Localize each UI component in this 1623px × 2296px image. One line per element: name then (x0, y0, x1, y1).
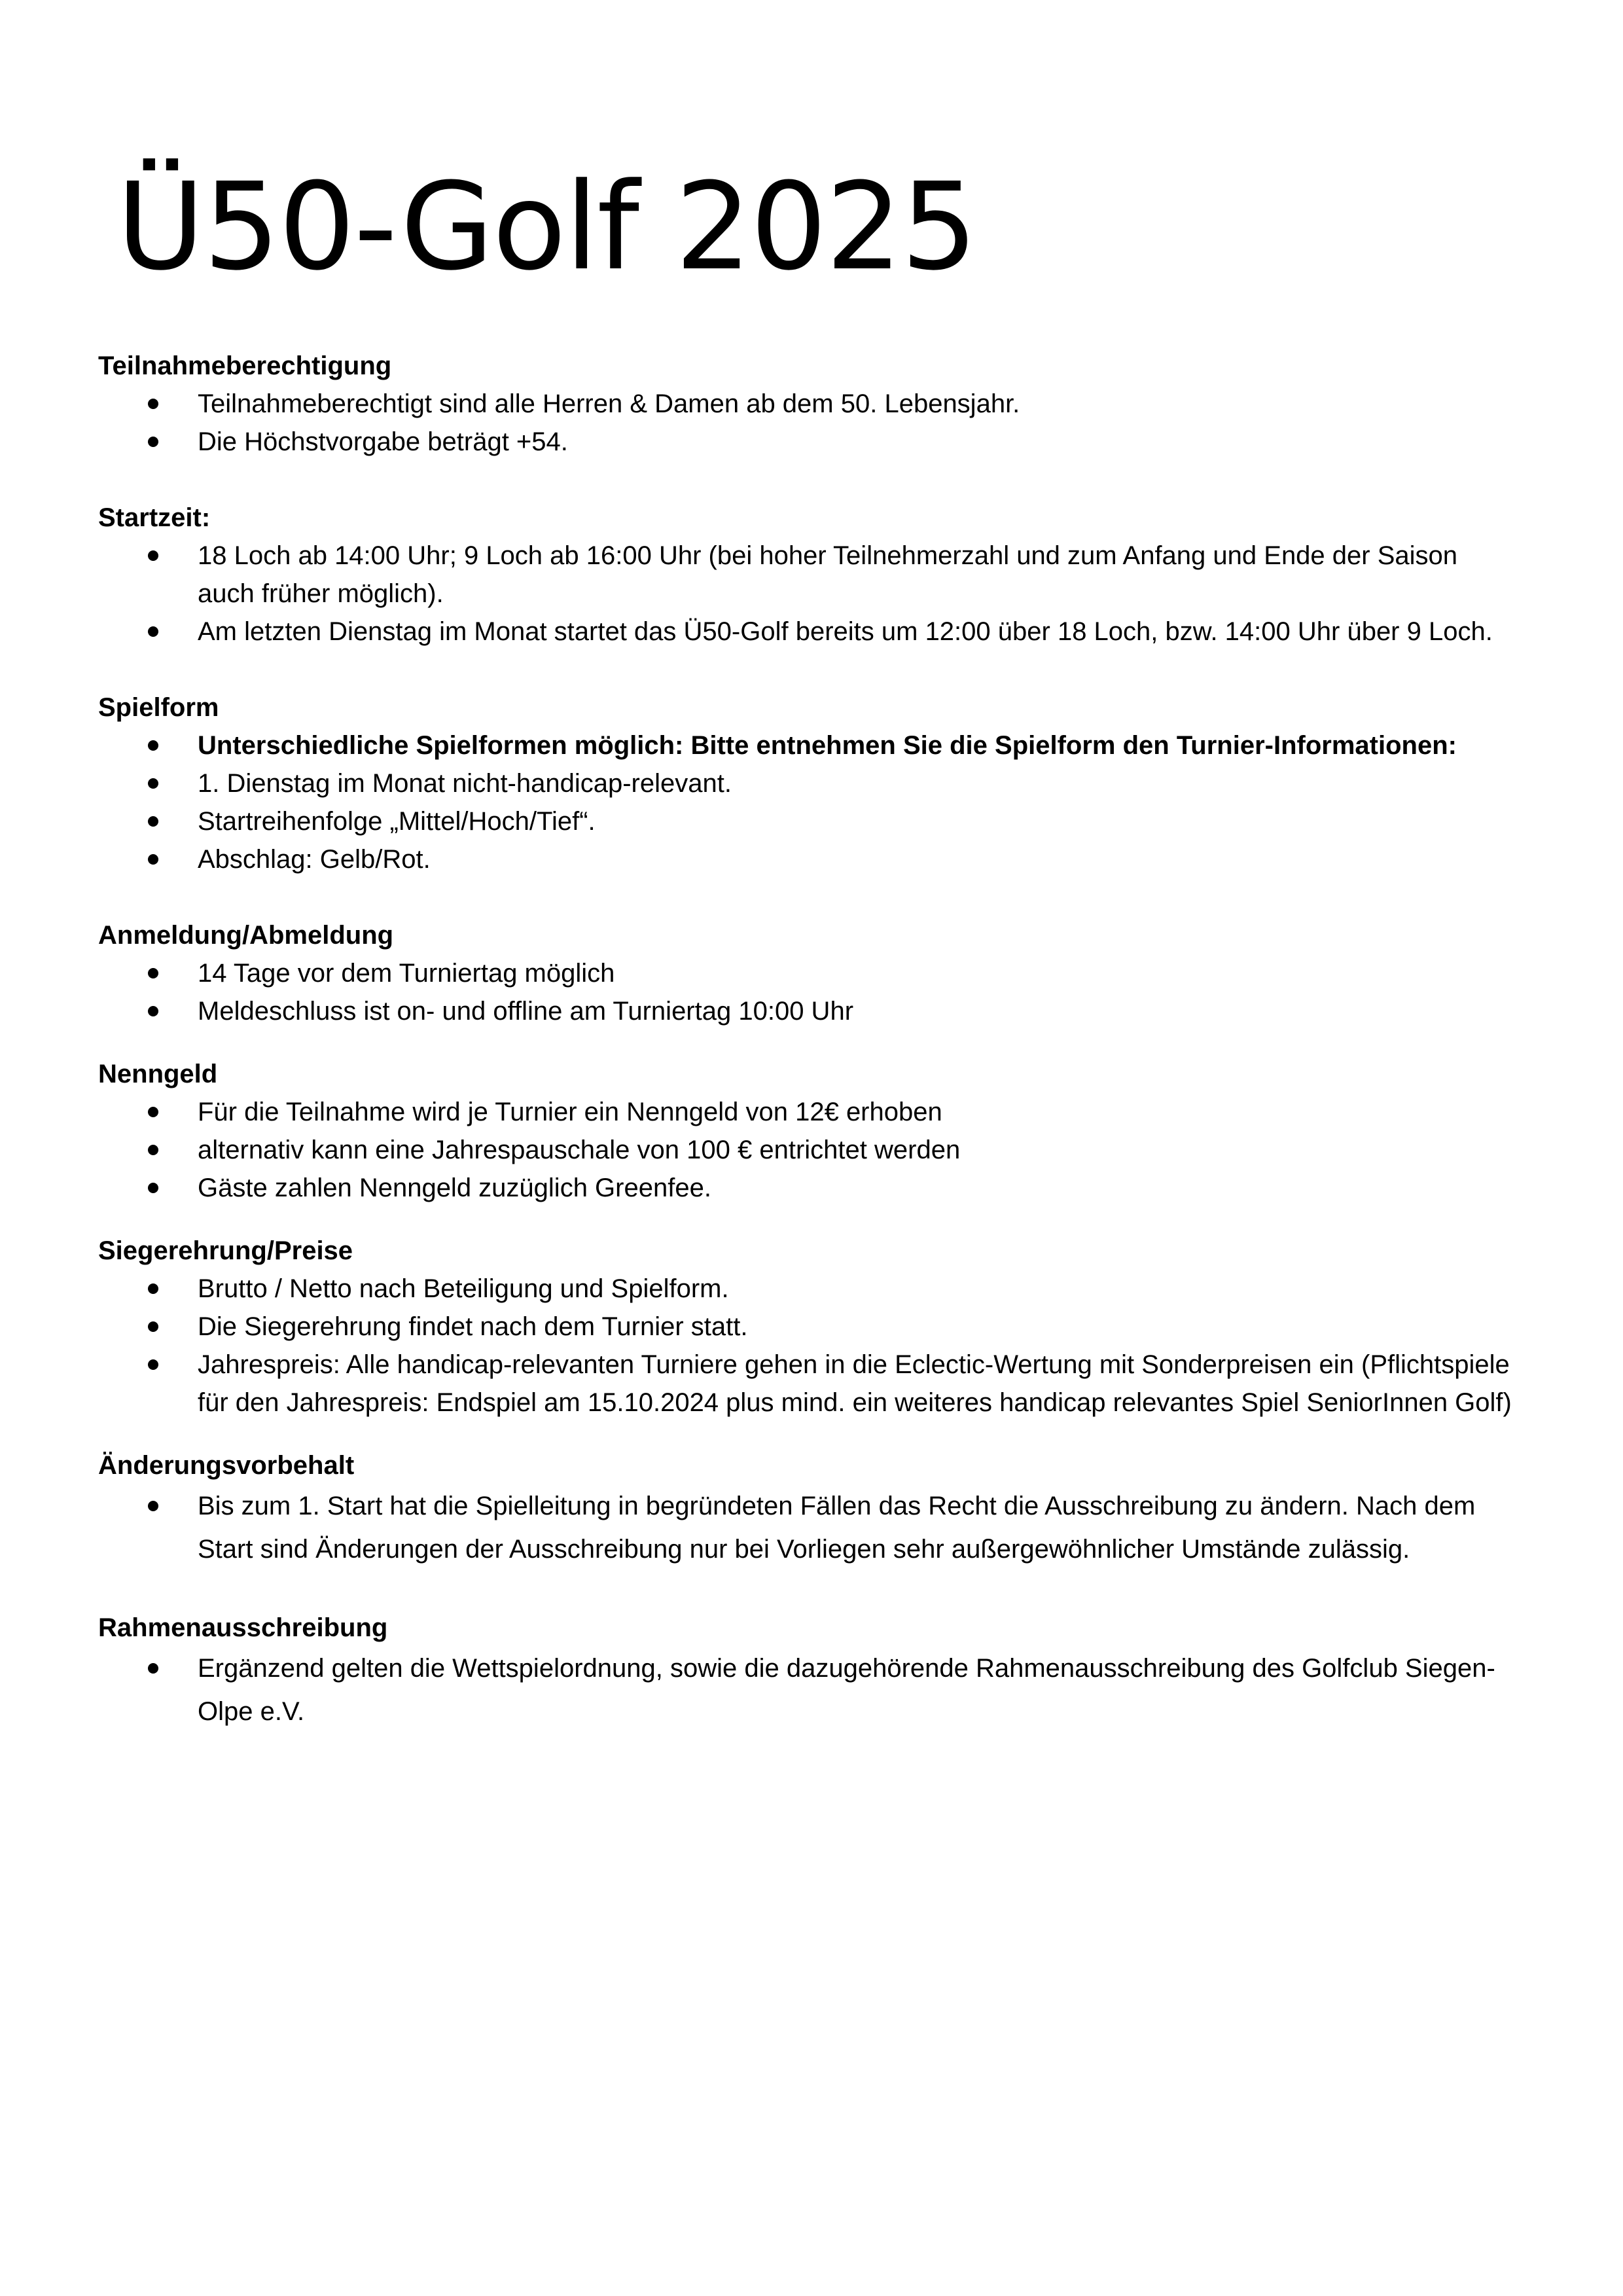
section-heading: Nenngeld (98, 1060, 218, 1088)
list-item-text: Die Höchstvorgabe beträgt +54. (198, 427, 568, 456)
list-item (98, 802, 1525, 840)
bullet-icon (148, 1501, 158, 1511)
list-item (98, 1169, 1525, 1207)
list-item-text: Ergänzend gelten die Wettspielordnung, sowie die dazugehörende Rahmenausschreibung des Golfclub Siegen- Olpe e.V. (198, 1654, 1495, 1726)
bullet-icon (148, 968, 158, 978)
list-item (98, 1131, 1525, 1169)
list-item (98, 954, 1525, 992)
bullet-icon (148, 778, 158, 789)
bullet-icon (148, 399, 158, 409)
list-item-text: Meldeschluss ist on- und offline am Turniertag 10:00 Uhr (198, 997, 854, 1026)
section-heading: Siegerehrung/Preise (98, 1236, 353, 1265)
list-item (98, 1346, 1525, 1422)
document-title: Ü50-Golf 2025 (116, 157, 976, 297)
bullet-icon (148, 550, 158, 561)
bullet-list (98, 385, 1525, 461)
section-spielform (98, 689, 1525, 878)
section-heading: Spielform (98, 693, 219, 722)
section-startzeit (98, 499, 1525, 651)
list-item-text: Brutto / Netto nach Beteiligung und Spielform. (198, 1274, 729, 1303)
bullet-list (98, 954, 1525, 1030)
list-item (98, 1484, 1525, 1571)
bullet-icon (148, 1359, 158, 1370)
list-item (98, 1308, 1525, 1346)
bullet-list (98, 726, 1525, 878)
bullet-icon (148, 1107, 158, 1117)
bullet-icon (148, 854, 158, 865)
list-item (98, 385, 1525, 423)
bullet-list (98, 537, 1525, 651)
list-item-text: alternativ kann eine Jahrespauschale von 100 € entrichtet werden (198, 1136, 961, 1164)
list-item-text: Für die Teilnahme wird je Turnier ein Nenngeld von 12€ erhoben (198, 1098, 942, 1126)
section-heading: Anmeldung/Abmeldung (98, 921, 394, 950)
bullet-icon (148, 1663, 158, 1674)
list-item (98, 840, 1525, 878)
list-item-text: Teilnahmeberechtigt sind alle Herren & Damen ab dem 50. Lebensjahr. (198, 389, 1020, 418)
list-item (98, 423, 1525, 461)
bullet-icon (148, 626, 158, 637)
bullet-icon (148, 740, 158, 751)
list-item-text: Die Siegerehrung findet nach dem Turnier statt. (198, 1312, 748, 1341)
section-rahmenausschreibung (98, 1609, 1525, 1733)
list-item-text: Am letzten Dienstag im Monat startet das Ü50-Golf bereits um 12:00 über 18 Loch, bzw. 14:00 Uhr über 9 Loch. (198, 617, 1493, 646)
bullet-icon (148, 1321, 158, 1332)
list-item-text: Gäste zahlen Nenngeld zuzüglich Greenfee. (198, 1174, 711, 1202)
list-item (98, 537, 1525, 613)
bullet-icon (148, 1183, 158, 1193)
bullet-icon (148, 437, 158, 447)
list-item (98, 992, 1525, 1030)
bullet-list (98, 1270, 1525, 1422)
list-item-text: 14 Tage vor dem Turniertag möglich (198, 959, 615, 988)
document-body (98, 347, 1525, 1733)
section-heading: Rahmenausschreibung (98, 1613, 388, 1642)
bullet-icon (148, 1145, 158, 1155)
section-heading: Teilnahmeberechtigung (98, 351, 392, 380)
bullet-icon (148, 1006, 158, 1016)
section-nenngeld (98, 1055, 1525, 1207)
list-item-text: Startreihenfolge „Mittel/Hoch/Tief“. (198, 807, 596, 836)
list-item (98, 1093, 1525, 1131)
section-teilnahmeberechtigung (98, 347, 1525, 461)
list-item (98, 613, 1525, 651)
section-anmeldung (98, 916, 1525, 1030)
list-item (98, 764, 1525, 802)
list-item-text: Abschlag: Gelb/Rot. (198, 845, 431, 874)
bullet-icon (148, 816, 158, 827)
bullet-list (98, 1093, 1525, 1207)
list-item (98, 1270, 1525, 1308)
bullet-list (98, 1647, 1525, 1733)
list-item (98, 1647, 1525, 1733)
section-siegerehrung (98, 1232, 1525, 1422)
section-heading: Änderungsvorbehalt (98, 1451, 355, 1480)
bullet-list (98, 1484, 1525, 1571)
bullet-icon (148, 1283, 158, 1294)
section-aenderungsvorbehalt (98, 1446, 1525, 1571)
list-item-text: Unterschiedliche Spielformen möglich: Bitte entnehmen Sie die Spielform den Turnier-Informationen: (198, 731, 1457, 760)
list-item-text: 18 Loch ab 14:00 Uhr; 9 Loch ab 16:00 Uhr (bei hoher Teilnehmerzahl und zum Anfang und Ende der Saison auch früher möglich). (198, 541, 1458, 608)
list-item-text: Bis zum 1. Start hat die Spielleitung in begründeten Fällen das Recht die Ausschreibung zu ändern. Nach dem Start sind Änderungen der Ausschreibung nur bei Vorliegen sehr außergewöhnlicher Umstände zulässig. (198, 1492, 1476, 1564)
list-item (98, 726, 1525, 764)
list-item-text: Jahrespreis: Alle handicap-relevanten Turniere gehen in die Eclectic-Wertung mit Sonderpreisen ein (Pflichtspiele für den Jahrespreis: Endspiel am 15.10.2024 plus mind. ein weiteres handicap relevantes Spiel SeniorInnen Golf) (198, 1350, 1512, 1417)
list-item-text: 1. Dienstag im Monat nicht-handicap-relevant. (198, 769, 732, 798)
section-heading: Startzeit: (98, 503, 211, 532)
